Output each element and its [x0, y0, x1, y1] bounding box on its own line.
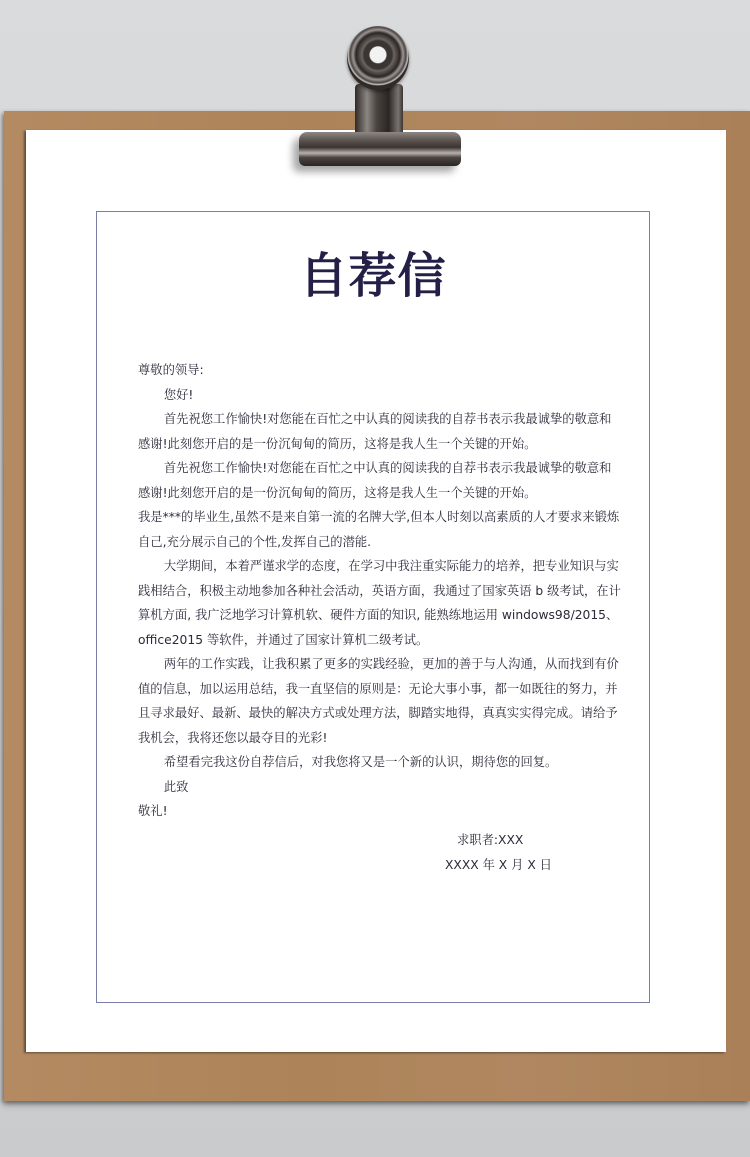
paragraph-2: 首先祝您工作愉快!对您能在百忙之中认真的阅读我的自荐书表示我最诚挚的敬意和感谢!此刻您开启的是一份沉甸甸的简历，这将是我人生一个关键的开始。	[138, 461, 612, 500]
closing-1: 此致	[163, 779, 189, 794]
date: XXXX 年 X 月 X 日	[445, 858, 552, 872]
paragraph-3: 我是***的毕业生,虽然不是来自第一流的名牌大学,但本人时刻以高素质的人才要求来锻炼自己,充分展示自己的个性,发挥自己的潜能.	[138, 510, 620, 549]
binder-clip-base	[299, 132, 461, 166]
paragraph-1: 首先祝您工作愉快!对您能在百忙之中认真的阅读我的自荐书表示我最诚挚的敬意和感谢!此刻您开启的是一份沉甸甸的简历，这将是我人生一个关键的开始。	[138, 412, 612, 451]
binder-clip-ring-icon	[347, 26, 409, 90]
signature: 求职者:XXX	[457, 833, 524, 847]
paragraph-4: 大学期间，本着严谨求学的态度，在学习中我注重实际能力的培养，把专业知识与实践相结合，积极主动地参加各种社会活动，英语方面，我通过了国家英语 b 级考试，在计算机方面, 我广泛地学习计算机软、硬件方面的知识, 能熟练地运用 windows98/2015、office2015 等软件，并通过了国家计算机二级考试。	[138, 559, 621, 647]
paragraph-6: 希望看完我这份自荐信后，对我您将又是一个新的认识，期待您的回复。	[163, 755, 558, 769]
salutation: 尊敬的领导:	[138, 363, 204, 377]
binder-clip-neck	[355, 84, 403, 138]
letter-body	[138, 358, 622, 824]
paragraph-5: 两年的工作实践，让我积累了更多的实践经验，更加的善于与人沟通，从而找到有价值的信息，加以运用总结，我一直坚信的原则是：无论大事小事，都一如既往的努力，并且寻求最好、最新、最快的解决方式或处理方法，脚踏实地得，真真实实得完成。请给予我机会，我将还您以最夺目的光彩!	[138, 657, 619, 745]
greeting: 您好!	[163, 387, 194, 402]
page-title: 自荐信	[299, 248, 447, 304]
closing-2: 敬礼!	[138, 804, 168, 818]
